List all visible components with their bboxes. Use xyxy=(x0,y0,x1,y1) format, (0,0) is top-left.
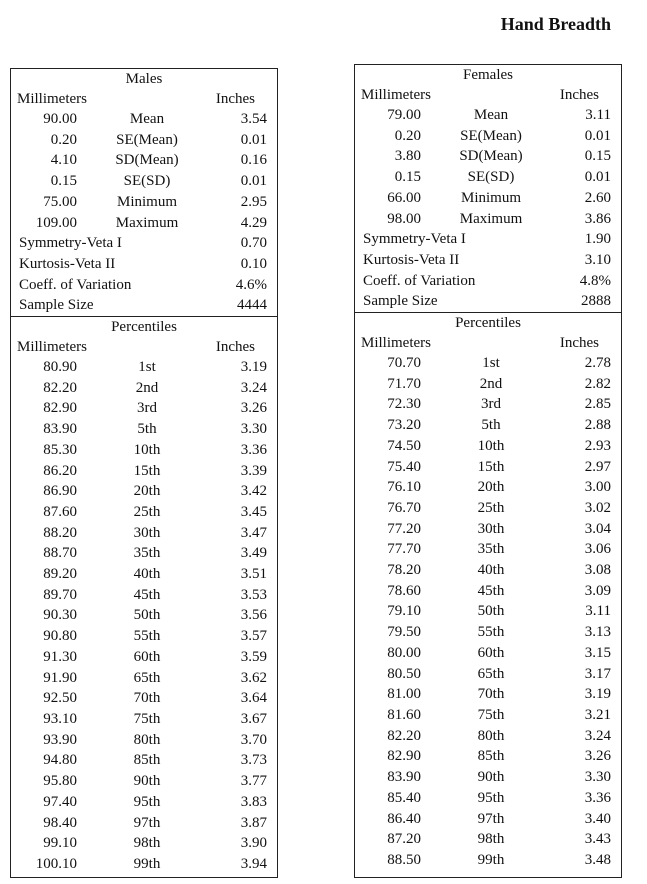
percentile-in-value: 2.85 xyxy=(584,396,611,413)
females-panel xyxy=(354,64,622,878)
percentile-row xyxy=(355,498,621,519)
percentile-label: 98th xyxy=(133,835,161,852)
percentile-mm-value: 89.70 xyxy=(43,586,77,603)
percentile-row xyxy=(355,746,621,767)
females-pct-column-header xyxy=(355,333,621,353)
percentile-label: 98th xyxy=(477,831,505,848)
stat-in-value: 4.29 xyxy=(240,214,267,231)
males-stats-table xyxy=(11,109,277,233)
extra-stat-row xyxy=(11,254,277,275)
percentile-mm-value: 82.90 xyxy=(43,400,77,417)
percentile-in-value: 3.42 xyxy=(240,483,267,500)
stat-in-value: 3.11 xyxy=(585,107,611,123)
percentile-row xyxy=(355,477,621,498)
extra-stat-value: 0.70 xyxy=(240,235,267,252)
extra-stat-row xyxy=(11,233,277,254)
percentile-in-value: 3.70 xyxy=(240,731,267,748)
percentile-mm-value: 97.40 xyxy=(43,793,77,810)
percentile-in-value: 3.24 xyxy=(584,727,611,744)
percentile-in-value: 3.77 xyxy=(240,773,267,790)
extra-stat-row xyxy=(355,291,621,312)
stat-label: SE(Mean) xyxy=(116,131,178,148)
percentile-in-value: 3.19 xyxy=(584,686,611,703)
percentile-row xyxy=(355,850,621,871)
percentile-mm-value: 99.10 xyxy=(43,835,77,852)
stat-mm-value: 75.00 xyxy=(43,193,77,210)
percentile-mm-value: 86.20 xyxy=(43,462,77,479)
percentile-label: 90th xyxy=(133,773,161,790)
extra-stat-row xyxy=(355,229,621,250)
percentile-row xyxy=(11,709,277,730)
extra-stat-value: 4.8% xyxy=(579,272,611,289)
stat-in-value: 0.01 xyxy=(240,131,267,148)
stat-row xyxy=(355,167,621,188)
percentile-in-value: 3.57 xyxy=(240,628,267,645)
percentile-mm-value: 95.80 xyxy=(43,773,77,790)
stat-row xyxy=(355,188,621,209)
percentile-label: 70th xyxy=(477,686,505,703)
percentile-label: 97th xyxy=(477,810,505,827)
percentile-label: 35th xyxy=(477,541,505,558)
percentile-row xyxy=(11,543,277,564)
percentile-in-value: 3.90 xyxy=(240,835,267,852)
percentile-in-value: 3.39 xyxy=(240,462,267,479)
stat-mm-value: 0.20 xyxy=(50,131,77,148)
extra-stat-row xyxy=(355,250,621,271)
percentile-mm-value: 73.20 xyxy=(387,417,421,434)
percentile-label: 65th xyxy=(133,669,161,686)
percentile-mm-value: 86.90 xyxy=(43,483,77,500)
percentile-in-value: 3.15 xyxy=(584,644,611,661)
males-pct-col-mm: Millimeters xyxy=(17,339,87,356)
stat-label: SE(SD) xyxy=(123,173,171,190)
percentile-mm-value: 88.70 xyxy=(43,545,77,562)
percentile-in-value: 3.06 xyxy=(584,541,611,558)
stat-label: Mean xyxy=(473,107,509,123)
percentile-in-value: 3.56 xyxy=(240,607,267,624)
percentile-row xyxy=(11,357,277,378)
stat-row xyxy=(11,213,277,234)
percentile-row xyxy=(11,750,277,771)
percentile-row xyxy=(11,792,277,813)
percentile-in-value: 3.67 xyxy=(240,710,267,727)
percentile-row xyxy=(355,767,621,788)
percentile-in-value: 3.47 xyxy=(240,524,267,541)
extra-stat-value: 3.10 xyxy=(584,251,611,268)
percentile-mm-value: 80.50 xyxy=(387,665,421,682)
percentile-mm-value: 87.20 xyxy=(387,831,421,848)
stat-label: Minimum xyxy=(460,189,521,206)
extra-stat-label: Coeff. of Variation xyxy=(363,272,476,289)
page-title: Hand Breadth xyxy=(500,14,611,34)
percentile-in-value: 3.43 xyxy=(584,831,611,848)
percentile-mm-value: 90.30 xyxy=(43,607,77,624)
percentile-row xyxy=(355,788,621,809)
percentile-label: 25th xyxy=(477,499,505,516)
percentile-label: 30th xyxy=(133,524,161,541)
females-percentiles-table xyxy=(355,353,621,871)
percentile-in-value: 3.30 xyxy=(584,769,611,786)
percentile-row xyxy=(355,436,621,457)
stat-row xyxy=(11,109,277,130)
percentile-mm-value: 79.10 xyxy=(387,603,421,620)
extra-stat-value: 1.90 xyxy=(584,231,611,248)
percentile-label: 80th xyxy=(477,727,505,744)
percentile-mm-value: 91.30 xyxy=(43,648,77,665)
percentile-in-value: 3.26 xyxy=(240,400,267,417)
percentile-label: 60th xyxy=(477,644,505,661)
percentile-row xyxy=(11,502,277,523)
percentile-row xyxy=(11,585,277,606)
percentile-mm-value: 71.70 xyxy=(387,375,421,392)
percentile-row xyxy=(355,519,621,540)
percentile-mm-value: 80.00 xyxy=(387,644,421,661)
stat-mm-value: 0.15 xyxy=(50,173,77,190)
percentile-label: 50th xyxy=(477,603,505,620)
percentile-in-value: 3.36 xyxy=(584,789,611,806)
stat-row xyxy=(355,146,621,167)
percentile-in-value: 3.94 xyxy=(240,855,267,872)
percentile-mm-value: 80.90 xyxy=(43,359,77,376)
percentile-row xyxy=(355,457,621,478)
percentile-mm-value: 81.00 xyxy=(387,686,421,703)
percentile-mm-value: 78.60 xyxy=(387,582,421,599)
percentile-in-value: 2.93 xyxy=(584,437,611,454)
stat-in-value: 2.95 xyxy=(240,193,267,210)
stat-mm-value: 3.80 xyxy=(394,148,421,165)
percentile-row xyxy=(11,564,277,585)
males-column-header xyxy=(11,89,277,109)
percentile-in-value: 3.83 xyxy=(240,793,267,810)
stat-mm-value: 98.00 xyxy=(387,210,421,227)
percentile-row xyxy=(355,560,621,581)
percentile-row xyxy=(11,813,277,834)
males-section-title: Males xyxy=(125,71,163,87)
males-extra-table xyxy=(11,233,277,316)
males-percentiles-table xyxy=(11,357,277,875)
percentile-label: 3rd xyxy=(481,396,501,413)
percentile-row xyxy=(11,605,277,626)
percentile-in-value: 3.13 xyxy=(584,624,611,641)
stat-row xyxy=(355,209,621,230)
percentile-in-value: 3.04 xyxy=(584,520,611,537)
percentile-label: 45th xyxy=(477,582,505,599)
percentile-label: 45th xyxy=(133,586,161,603)
percentile-in-value: 3.49 xyxy=(240,545,267,562)
stat-label: SD(Mean) xyxy=(459,148,523,165)
females-percentiles-title: Percentiles xyxy=(455,315,521,332)
percentile-mm-value: 82.90 xyxy=(387,748,421,765)
percentile-mm-value: 77.70 xyxy=(387,541,421,558)
percentile-label: 40th xyxy=(477,562,505,579)
percentile-in-value: 3.24 xyxy=(240,379,267,396)
males-pct-col-in: Inches xyxy=(215,339,255,356)
percentile-row xyxy=(355,394,621,415)
percentile-label: 10th xyxy=(477,437,505,454)
females-extra-table xyxy=(355,229,621,312)
percentile-in-value: 3.00 xyxy=(584,479,611,496)
percentile-row xyxy=(11,481,277,502)
percentile-label: 5th xyxy=(137,421,157,438)
percentile-row xyxy=(355,601,621,622)
percentile-mm-value: 83.90 xyxy=(387,769,421,786)
percentile-in-value: 2.82 xyxy=(584,375,611,392)
percentile-label: 75th xyxy=(477,706,505,723)
percentile-mm-value: 93.10 xyxy=(43,710,77,727)
percentile-label: 95th xyxy=(477,789,505,806)
percentile-in-value: 2.97 xyxy=(584,458,611,475)
extra-stat-label: Kurtosis-Veta II xyxy=(19,255,116,272)
stat-label: SE(Mean) xyxy=(460,127,522,144)
percentile-label: 99th xyxy=(477,851,505,868)
stat-in-value: 0.01 xyxy=(240,173,267,190)
stat-row xyxy=(11,171,277,192)
percentile-label: 15th xyxy=(477,458,505,475)
extra-stat-row xyxy=(11,275,277,296)
percentile-in-value: 3.40 xyxy=(584,810,611,827)
stat-mm-value: 0.20 xyxy=(394,127,421,144)
percentile-label: 2nd xyxy=(479,375,503,392)
percentile-mm-value: 87.60 xyxy=(43,503,77,520)
percentile-row xyxy=(11,626,277,647)
percentile-label: 55th xyxy=(477,624,505,641)
extra-stat-value: 2888 xyxy=(581,293,611,310)
extra-stat-label: Kurtosis-Veta II xyxy=(363,251,460,268)
percentile-mm-value: 79.50 xyxy=(387,624,421,641)
extra-stat-value: 4.6% xyxy=(235,276,267,293)
stat-mm-value: 79.00 xyxy=(387,107,421,123)
percentile-in-value: 3.53 xyxy=(240,586,267,603)
stat-row xyxy=(355,105,621,126)
percentile-in-value: 3.36 xyxy=(240,441,267,458)
percentile-mm-value: 90.80 xyxy=(43,628,77,645)
percentile-row xyxy=(11,854,277,875)
percentile-mm-value: 98.40 xyxy=(43,814,77,831)
percentile-mm-value: 86.40 xyxy=(387,810,421,827)
percentile-in-value: 3.11 xyxy=(585,603,611,620)
stat-mm-value: 66.00 xyxy=(387,189,421,206)
percentile-row xyxy=(355,726,621,747)
percentile-mm-value: 70.70 xyxy=(387,355,421,372)
extra-stat-value: 0.10 xyxy=(240,255,267,272)
percentile-label: 55th xyxy=(133,628,161,645)
percentile-mm-value: 85.40 xyxy=(387,789,421,806)
stat-in-value: 0.16 xyxy=(240,152,267,169)
males-col-mm: Millimeters xyxy=(17,91,87,107)
percentile-label: 25th xyxy=(133,503,161,520)
percentile-in-value: 3.48 xyxy=(584,851,611,868)
percentile-row xyxy=(11,398,277,419)
stat-row xyxy=(11,192,277,213)
percentile-label: 5th xyxy=(481,417,501,434)
percentile-row xyxy=(355,829,621,850)
percentile-label: 99th xyxy=(133,855,161,872)
stat-mm-value: 109.00 xyxy=(35,214,77,231)
percentile-mm-value: 94.80 xyxy=(43,752,77,769)
percentile-mm-value: 83.90 xyxy=(43,421,77,438)
stat-in-value: 0.15 xyxy=(584,148,611,165)
percentile-mm-value: 100.10 xyxy=(35,855,77,872)
percentile-in-value: 3.02 xyxy=(584,499,611,516)
stat-label: Maximum xyxy=(115,214,179,231)
percentile-row xyxy=(355,664,621,685)
percentile-row xyxy=(355,684,621,705)
percentile-label: 20th xyxy=(477,479,505,496)
percentile-label: 30th xyxy=(477,520,505,537)
percentile-row xyxy=(355,622,621,643)
percentile-label: 50th xyxy=(133,607,161,624)
percentile-row xyxy=(355,809,621,830)
stat-label: SD(Mean) xyxy=(115,152,179,169)
percentile-label: 75th xyxy=(133,710,161,727)
percentile-row xyxy=(355,415,621,436)
extra-stat-value: 4444 xyxy=(237,297,267,314)
stat-in-value: 3.86 xyxy=(584,210,611,227)
stat-label: Minimum xyxy=(116,193,177,210)
percentile-label: 2nd xyxy=(135,379,159,396)
percentile-in-value: 3.64 xyxy=(240,690,267,707)
percentile-label: 15th xyxy=(133,462,161,479)
percentile-in-value: 2.78 xyxy=(584,355,611,372)
percentile-mm-value: 85.30 xyxy=(43,441,77,458)
percentile-row xyxy=(11,771,277,792)
extra-stat-label: Sample Size xyxy=(363,293,438,310)
percentile-mm-value: 89.20 xyxy=(43,566,77,583)
percentile-in-value: 2.88 xyxy=(584,417,611,434)
percentile-label: 97th xyxy=(133,814,161,831)
stat-label: Mean xyxy=(129,111,165,127)
females-pct-col-in: Inches xyxy=(559,335,599,352)
females-stats-table xyxy=(355,105,621,229)
percentile-mm-value: 72.30 xyxy=(387,396,421,413)
percentile-in-value: 3.26 xyxy=(584,748,611,765)
percentile-mm-value: 74.50 xyxy=(387,437,421,454)
percentile-row xyxy=(11,378,277,399)
extra-stat-label: Sample Size xyxy=(19,297,94,314)
percentile-mm-value: 82.20 xyxy=(387,727,421,744)
stat-mm-value: 0.15 xyxy=(394,169,421,186)
percentile-row xyxy=(11,440,277,461)
percentile-mm-value: 81.60 xyxy=(387,706,421,723)
stat-label: SE(SD) xyxy=(467,169,515,186)
extra-stat-label: Coeff. of Variation xyxy=(19,276,132,293)
percentile-label: 85th xyxy=(477,748,505,765)
percentile-label: 10th xyxy=(133,441,161,458)
percentile-label: 80th xyxy=(133,731,161,748)
percentile-label: 85th xyxy=(133,752,161,769)
percentile-label: 70th xyxy=(133,690,161,707)
stat-label: Maximum xyxy=(459,210,523,227)
percentile-row xyxy=(11,419,277,440)
percentile-row xyxy=(11,523,277,544)
stat-row xyxy=(355,126,621,147)
females-col-mm: Millimeters xyxy=(361,87,431,103)
percentile-label: 95th xyxy=(133,793,161,810)
extra-stat-label: Symmetry-Veta I xyxy=(19,235,122,252)
percentile-in-value: 3.17 xyxy=(584,665,611,682)
stat-in-value: 0.01 xyxy=(584,127,611,144)
females-pct-col-mm: Millimeters xyxy=(361,335,431,352)
percentile-label: 40th xyxy=(133,566,161,583)
percentile-in-value: 3.30 xyxy=(240,421,267,438)
percentile-in-value: 3.09 xyxy=(584,582,611,599)
extra-stat-label: Symmetry-Veta I xyxy=(363,231,466,248)
stat-mm-value: 90.00 xyxy=(43,111,77,127)
percentile-row xyxy=(11,668,277,689)
percentile-mm-value: 91.90 xyxy=(43,669,77,686)
males-percentiles-title: Percentiles xyxy=(111,319,177,336)
percentile-row xyxy=(355,539,621,560)
percentile-label: 90th xyxy=(477,769,505,786)
females-col-in: Inches xyxy=(559,87,599,103)
percentile-mm-value: 78.20 xyxy=(387,562,421,579)
percentile-label: 65th xyxy=(477,665,505,682)
percentile-label: 60th xyxy=(133,648,161,665)
percentile-in-value: 3.08 xyxy=(584,562,611,579)
percentile-in-value: 3.59 xyxy=(240,648,267,665)
percentile-row xyxy=(11,688,277,709)
percentile-in-value: 3.45 xyxy=(240,503,267,520)
percentile-mm-value: 76.70 xyxy=(387,499,421,516)
stat-in-value: 0.01 xyxy=(584,169,611,186)
percentile-row xyxy=(355,353,621,374)
percentile-label: 20th xyxy=(133,483,161,500)
stat-row xyxy=(11,130,277,151)
percentile-row xyxy=(11,461,277,482)
percentile-mm-value: 88.50 xyxy=(387,851,421,868)
percentile-label: 1st xyxy=(482,355,500,372)
percentile-mm-value: 93.90 xyxy=(43,731,77,748)
percentile-row xyxy=(11,647,277,668)
percentile-in-value: 3.62 xyxy=(240,669,267,686)
percentile-in-value: 3.19 xyxy=(240,359,267,376)
percentile-row xyxy=(11,833,277,854)
males-pct-column-header xyxy=(11,337,277,357)
stat-in-value: 2.60 xyxy=(584,189,611,206)
percentile-row xyxy=(355,374,621,395)
percentile-mm-value: 82.20 xyxy=(43,379,77,396)
percentile-in-value: 3.73 xyxy=(240,752,267,769)
males-col-in: Inches xyxy=(215,91,255,107)
stat-in-value: 3.54 xyxy=(240,111,267,127)
percentile-mm-value: 77.20 xyxy=(387,520,421,537)
extra-stat-row xyxy=(355,271,621,292)
percentile-mm-value: 92.50 xyxy=(43,690,77,707)
percentile-mm-value: 88.20 xyxy=(43,524,77,541)
percentile-row xyxy=(11,730,277,751)
percentile-in-value: 3.51 xyxy=(240,566,267,583)
percentile-in-value: 3.21 xyxy=(584,706,611,723)
percentile-mm-value: 75.40 xyxy=(387,458,421,475)
percentile-label: 35th xyxy=(133,545,161,562)
percentile-label: 1st xyxy=(138,359,156,376)
females-column-header xyxy=(355,85,621,105)
percentile-mm-value: 76.10 xyxy=(387,479,421,496)
females-section-title: Females xyxy=(463,67,513,83)
stat-row xyxy=(11,150,277,171)
percentile-label: 3rd xyxy=(137,400,157,417)
percentile-row xyxy=(355,581,621,602)
percentile-in-value: 3.87 xyxy=(240,814,267,831)
extra-stat-row xyxy=(11,295,277,316)
stat-mm-value: 4.10 xyxy=(50,152,77,169)
percentile-row xyxy=(355,705,621,726)
percentile-row xyxy=(355,643,621,664)
males-panel xyxy=(10,68,278,878)
